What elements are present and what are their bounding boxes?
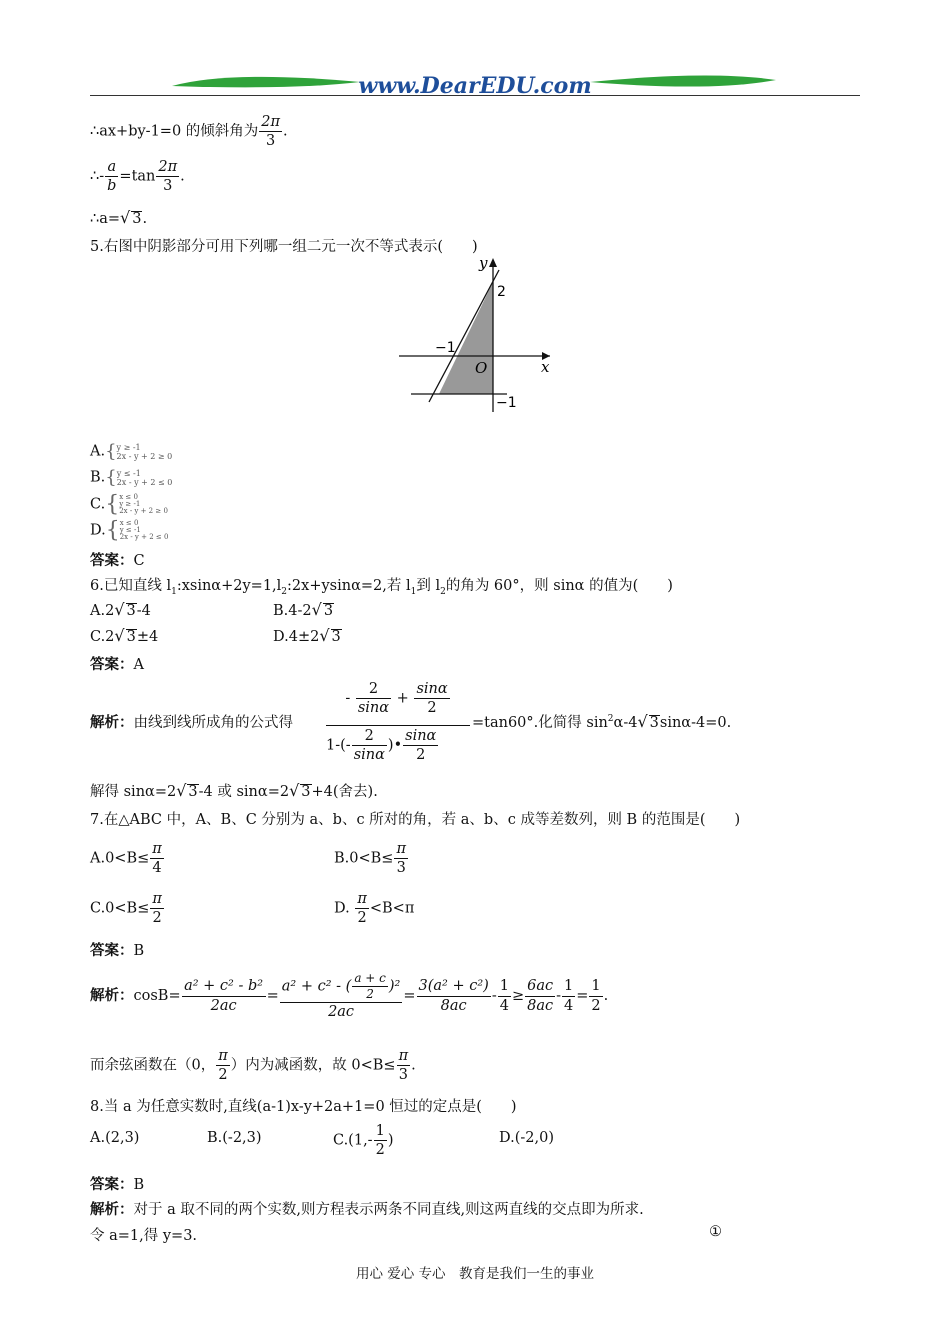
q7-analysis: 解析：cosB= $\frac{\text{a² + c² - b²}}{2ac}$ = a² + c² - ( $\frac{a + c}{2}$ )² 2ac = $\frac{\text{3(a² + c²)}}{8ac}$ - $\frac{1}{4}$ ≥ $\frac{6ac}{8ac}$ - $\frac{1}{4}$ = $\frac{1}{2}$ . [90, 971, 609, 1020]
tick-neg1-y: −1 [496, 395, 517, 411]
frac-2pi-3: $\frac{2\pi}{3}$ [261, 114, 281, 150]
q6-solution: 解得 sinα=2√ 3-4 或 sinα=2√ 3+4(舍去). [90, 781, 378, 800]
q4-line2: ∴- $\frac{a}{b}$ =tan $\frac{2\pi}{3}$ . [90, 159, 185, 195]
q5-option-d: D.{ x ≤ 0 y ≤ -1 2x - y + 2 ≤ 0 [90, 518, 169, 543]
q6-option-d: D.4±2√ 3 [273, 626, 341, 645]
site-name: www.DearEDU.com [358, 73, 592, 99]
q8-answer: 答案：B [90, 1177, 145, 1193]
q5-option-a: A.{ y ≥ -1 2x - y + 2 ≥ 0 [90, 441, 173, 462]
q4-line1: ∴ax+by-1=0 的倾斜角为 $\frac{2\pi}{3}$ . [90, 114, 288, 150]
q8-option-b: B.(-2,3) [207, 1130, 262, 1146]
q6-option-c: C.2√ 3±4 [90, 626, 159, 645]
frac-a-b: $\frac{a}{b}$ [107, 159, 117, 195]
q5-graph [395, 252, 560, 417]
q7-option-a: A.0<B≤ $\frac{\pi}{4}$ [90, 841, 162, 877]
tick-2: 2 [497, 284, 506, 300]
header-rule [90, 95, 860, 96]
q6-big-numerator: - $\frac{2}{\sin\alpha}$ + $\frac{\sin\alpha}{2}$ [345, 681, 448, 717]
q7-option-d: D. $\frac{\pi}{2}$ <B<π [334, 891, 415, 927]
q5-option-b: B.{ y ≤ -1 2x - y + 2 ≤ 0 [90, 467, 173, 488]
q8-question: 8.当 a 为任意实数时,直线(a-1)x-y+2a+1=0 恒过的定点是( ) [90, 1099, 517, 1115]
q6-big-denominator: 1-(- $\frac{2}{\sin\alpha}$ )• $\frac{\sin\alpha}{2}$ [326, 728, 437, 764]
q6-analysis-tail: =tan60°.化简得 $\sin^2\alpha-4√$ 3sinα-4=0. [472, 712, 732, 731]
q6-question: 6.已知直线 $l_1:xsin\alpha+2y=1,l_2:2x+ysin\alpha=2$,若 $l_1$到 $l_2$的角为 60°，则 sinα 的值为( ) [90, 578, 673, 597]
q8-option-a: A.(2,3) [90, 1130, 140, 1146]
q6-big-fraction-bar [326, 725, 470, 726]
q8-option-d: D.(-2,0) [499, 1130, 554, 1146]
q7-question: 7.在△ABC 中，A、B、C 分别为 a、b、c 所对的角，若 a、b、c 成等差数列，则 B 的范围是( ) [90, 812, 741, 828]
q6-option-a: A.2√ 3-4 [90, 600, 151, 619]
q4-line3: ∴a=√ 3. [90, 208, 148, 227]
x-axis-label: x [541, 358, 550, 376]
q8-analysis: 解析：对于 a 取不同的两个实数,则方程表示两条不同直线,则这两直线的交点即为所求. [90, 1202, 644, 1218]
q5-option-c: C.{ x ≤ 0 y ≥ -1 2x - y + 2 ≥ 0 [90, 492, 168, 517]
q6-option-b: B.4-2√ 3 [273, 600, 334, 619]
q7-option-c: C.0<B≤ $\frac{\pi}{2}$ [90, 891, 162, 927]
page-footer: 用心 爱心 专心 教育是我们一生的事业 [355, 1266, 595, 1282]
tick-neg1-x: −1 [435, 340, 456, 356]
q7-answer: 答案：B [90, 943, 145, 959]
q4-text1: ∴ax+by-1=0 的倾斜角为 [90, 123, 259, 140]
right-leaf-decoration [590, 75, 776, 86]
y-arrow [489, 258, 497, 267]
q7-option-b: B.0<B≤ $\frac{\pi}{3}$ [334, 841, 406, 877]
q8-step1-marker: ① [709, 1224, 722, 1240]
origin-label: O [475, 359, 488, 377]
q8-option-c: C.(1,- $\frac{1}{2}$ ) [333, 1123, 394, 1159]
left-leaf-decoration [172, 77, 360, 87]
q5-answer: 答案：C [90, 553, 145, 569]
q5-question: 5.右图中阴影部分可用下列哪一组二元一次不等式表示( ) [90, 239, 478, 255]
q7-conclusion: 而余弦函数在（0， $\frac{\pi}{2}$ ）内为减函数，故 0<B≤ $\frac{\pi}{3}$ . [90, 1048, 416, 1084]
frac-2pi-3-b: $\frac{2\pi}{3}$ [158, 159, 178, 195]
y-axis-label: y [479, 254, 488, 272]
shaded-region [439, 282, 493, 394]
q6-answer: 答案：A [90, 657, 144, 673]
q8-step1: 令 a=1,得 y=3. [90, 1228, 198, 1244]
q6-analysis-label-line: 解析：由线到线所成角的公式得 [90, 715, 293, 731]
